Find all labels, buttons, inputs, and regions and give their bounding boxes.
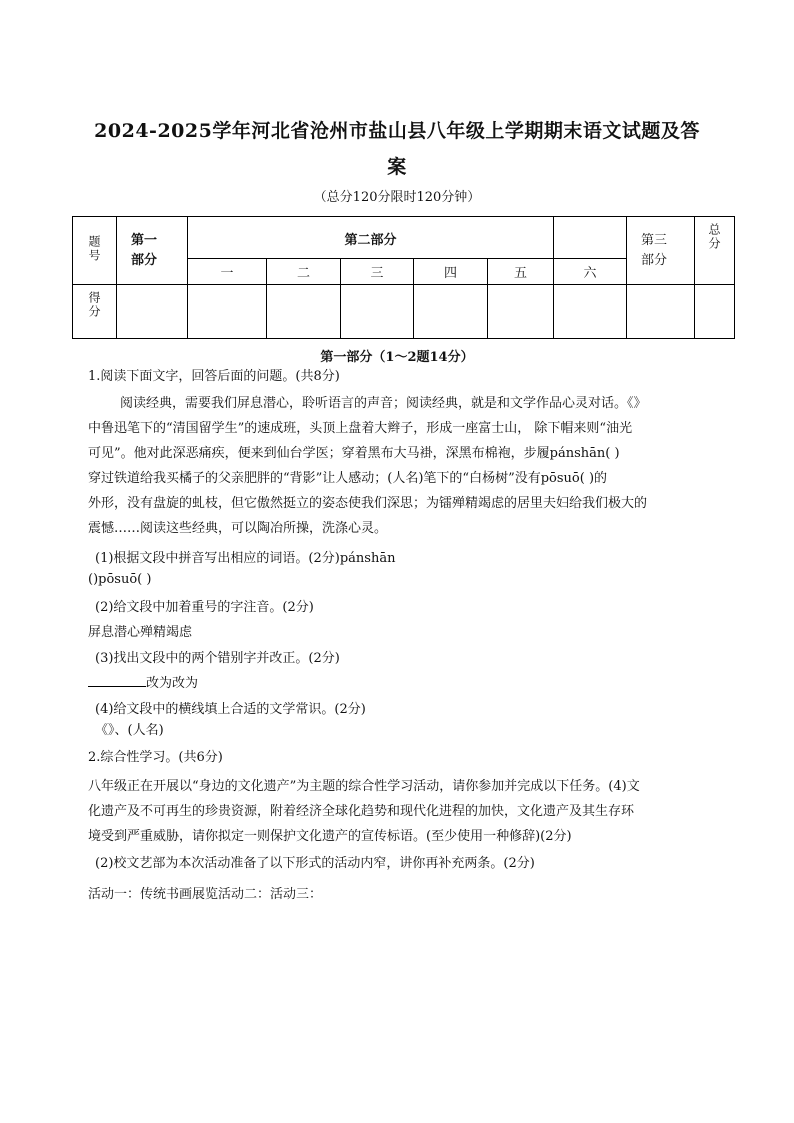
question-2-sub-2: (2)校文艺部为本次活动准备了以下形式的活动内窄，讲你再补充两条。(2分) (95, 856, 535, 871)
subquestion-2-words: 屏息潜心殚精竭虑 (88, 625, 193, 640)
passage-line-2: 中鲁迅笔下的“清国留学生”的速成班，头顶上盘着大辫子，形成一座富士山， 除下帽来则“油光 (88, 421, 633, 436)
title-line-2: 案 (387, 156, 407, 178)
question-2-line-1: 八年级正在开展以“身边的文化遗产”为主题的综合性学习活动，请你参加并完成以下任务。(4)文 (88, 779, 640, 794)
score-table (72, 216, 735, 339)
score-cell-1[interactable] (188, 285, 267, 339)
question-1-header: 1.阅读下面文字，回答后面的问题。(共8分) (88, 369, 340, 384)
score-cell-total[interactable] (695, 285, 735, 339)
score-cell-part3[interactable] (627, 285, 695, 339)
answer-blank[interactable] (88, 674, 146, 687)
score-cell-5[interactable] (488, 285, 554, 339)
subquestion-1-blanks: ()pōsuō( ) (88, 572, 152, 587)
header-tihao: 题号 (73, 217, 117, 285)
score-cell-part1[interactable] (117, 285, 188, 339)
document-title (60, 113, 734, 185)
subquestion-1: (1)根据文段中拼音写出相应的词语。(2分)pánshān (95, 551, 396, 566)
row-defen: 得分 (73, 285, 117, 339)
subcol-2: 二 (267, 259, 341, 285)
subcol-1: 一 (188, 259, 267, 285)
document-subtitle: （总分120分限时120分钟） (313, 190, 481, 205)
header-part3: 第三 部分 (627, 217, 695, 285)
title-line-1: 2024-2025学年河北省沧州市盐山县八年级上学期期末语文试题及答 (94, 120, 700, 142)
subquestion-4: (4)给文段中的横线填上合适的文学常识。(2分) (95, 702, 366, 717)
score-cell-2[interactable] (267, 285, 341, 339)
score-cell-3[interactable] (341, 285, 414, 339)
header-total: 总分 (695, 217, 735, 285)
subcol-6: 六 (554, 259, 627, 285)
header-part2-extra (554, 217, 627, 259)
question-2-line-2: 化遗产及不可再生的珍贵资源，附着经济全球化趋势和现代化进程的加快，文化遗产及其生存环 (88, 804, 635, 819)
question-2-line-3: 境受到严重威胁，请你拟定一则保护文化遗产的宣传标语。(至少使用一种修辞)(2分) (88, 829, 572, 844)
passage-line-1: 阅读经典，需要我们屏息潜心，聆听语言的声音；阅读经典，就是和文学作品心灵对话。《》 (120, 396, 647, 411)
subquestion-3: (3)找出文段中的两个错别字并改正。(2分) (95, 651, 340, 666)
passage-line-4: 穿过铁道给我买橘子的父亲肥胖的“背影”让人感动；(人名)笔下的“白杨树”没有pōsuō( )的 (88, 471, 608, 486)
subquestion-2: (2)给文段中加着重号的字注音。(2分) (95, 600, 314, 615)
subcol-3: 三 (341, 259, 414, 285)
score-cell-6[interactable] (554, 285, 627, 339)
activities-line: 活动一：传统书画展览活动二：活动三： (88, 887, 323, 902)
passage-line-5: 外形，没有盘旋的虬枝，但它傲然挺立的姿态使我们深思；为镭殚精竭虑的居里夫妇给我们极大的 (88, 496, 648, 511)
subquestion-3-answer: 改为改为 (88, 674, 728, 693)
header-part2: 第二部分 (188, 217, 554, 259)
header-part1: 第一 部分 (117, 217, 188, 285)
subcol-5: 五 (488, 259, 554, 285)
score-cell-4[interactable] (414, 285, 488, 339)
section1-heading: 第一部分（1～2题14分） (320, 350, 474, 365)
question-2-header: 2.综合性学习。(共6分) (88, 750, 223, 765)
subcol-4: 四 (414, 259, 488, 285)
passage-line-3: 可见”。他对此深恶痛疾，便来到仙台学医；穿着黑布大马褂，深黑布棉袍，步履pánshān( ) (88, 446, 620, 461)
subquestion-4-answer: 《》、(人名) (95, 723, 164, 738)
passage-line-6: 震憾……阅读这些经典，可以陶冶所操，洗涤心灵。 (88, 521, 388, 536)
